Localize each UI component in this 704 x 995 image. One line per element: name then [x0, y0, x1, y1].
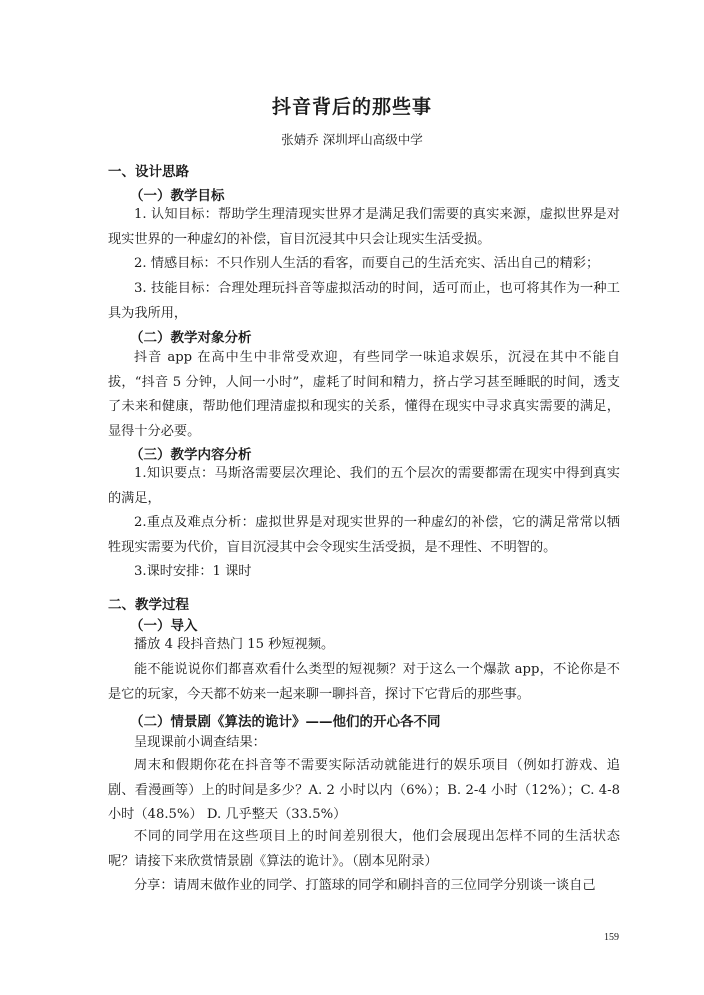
section-heading-design: 一、设计思路 [108, 164, 189, 180]
paragraph-reflection: 不同的同学用在这些项目上的时间差别很大，他们会展现出怎样不同的生活状态呢？请接下来欣赏情景剧《算法的诡计》。（剧本见附录） [108, 829, 620, 869]
paragraph-sharing: 分享：请周末做作业的同学、打篮球的同学和刷抖音的三位同学分别谈一谈自己 [134, 878, 596, 893]
subheading-introduction: （一）导入 [130, 618, 198, 634]
paragraph-goal-cognitive: 1. 认知目标：帮助学生理清现实世界才是满足我们需要的真实来源，虚拟世界是对现实世界的一种虚幻的补偿，盲目沉浸其中只会让现实生活受损。 [108, 207, 620, 247]
paragraph-goal-skill: 3. 技能目标：合理处理玩抖音等虚拟活动的时间，适可而止，也可将其作为一种工具为我所用， [108, 281, 620, 321]
paragraph-audience-analysis: 抖音 app 在高中生中非常受欢迎，有些同学一味追求娱乐，沉浸在其中不能自拔，“抖音 5 分钟，人间一小时”，虚耗了时间和精力，挤占学习甚至睡眠的时间，透支了未来和健康，帮助他们理清虚拟和现实的关系，懂得在现实中寻求真实需要的满足，显得十分必要。 [108, 350, 620, 439]
paragraph-lesson-schedule: 3.课时安排：1 课时 [134, 564, 252, 579]
paragraph-goal-emotion: 2. 情感目标：不只作别人生活的看客，而要自己的生活充实、活出自己的精彩； [134, 256, 600, 271]
paragraph-survey-results: 周末和假期你花在抖音等不需要实际活动就能进行的娱乐项目（例如打游戏、追剧、看漫画等）上的时间是多少？A. 2 小时以内（6%）；B. 2-4 小时（12%）；C. 4-8 小时（48.5%） D. 几乎整天（33.5%） [108, 758, 620, 822]
page-number: 159 [604, 932, 619, 943]
page-title: 抖音背后的那些事 [271, 96, 432, 118]
subheading-teaching-goals: （一）教学目标 [130, 188, 225, 204]
paragraph-key-difficulty: 2.重点及难点分析：虚拟世界是对现实世界的一种虚幻的补偿，它的满足常常以牺牲现实需要为代价，盲目沉浸其中会令现实生活受损，是不理性、不明智的。 [108, 515, 620, 555]
section-heading-process: 二、教学过程 [108, 597, 189, 613]
paragraph-intro-videos: 播放 4 段抖音热门 15 秒短视频。 [134, 637, 335, 652]
paragraph-intro-question: 能不能说说你们都喜欢看什么类型的短视频？对于这么一个爆款 app，不论你是不是它的玩家，今天都不妨来一起来聊一聊抖音，探讨下它背后的那些事。 [108, 662, 620, 702]
paragraph-knowledge-points: 1.知识要点：马斯洛需要层次理论、我们的五个层次的需要都需在现实中得到真实的满足， [108, 466, 620, 506]
subheading-scenario-play: （二）情景剧《算法的诡计》——他们的开心各不同 [130, 714, 441, 730]
paragraph-survey-intro: 呈现课前小调查结果： [134, 735, 266, 750]
subheading-content-analysis: （三）教学内容分析 [130, 447, 252, 463]
subheading-audience-analysis: （二）教学对象分析 [130, 330, 252, 346]
author-line: 张婧乔 深圳坪山高级中学 [281, 132, 423, 147]
